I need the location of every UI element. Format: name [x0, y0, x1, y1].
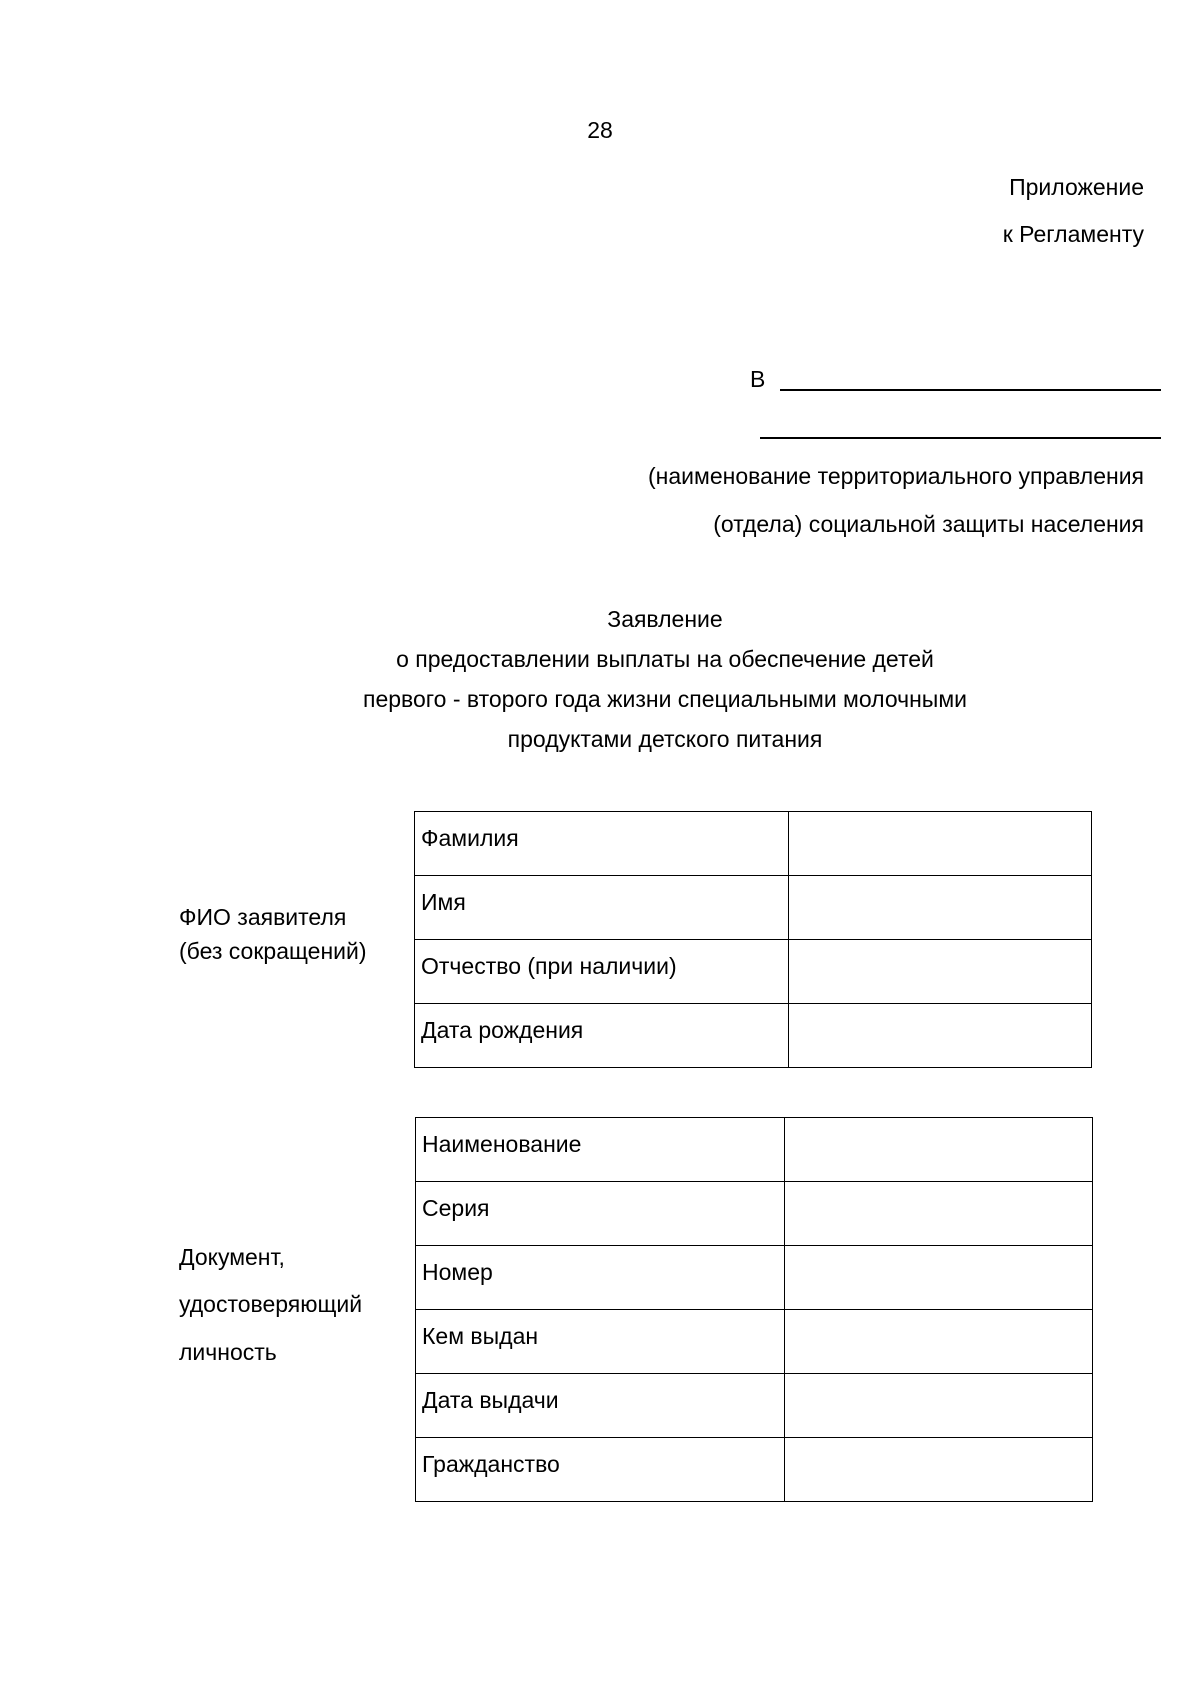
addressee-to-label: В	[750, 366, 766, 392]
applicant-surname-field[interactable]	[789, 812, 1092, 876]
table-row	[415, 1004, 1092, 1068]
applicant-section-label-line-1: ФИО заявителя	[179, 904, 347, 930]
applicant-field-label: Фамилия	[415, 812, 789, 876]
document-section-label-line-2: удостоверяющий	[179, 1291, 363, 1317]
applicant-field-label: Имя	[415, 876, 789, 940]
table-row	[416, 1182, 1093, 1246]
table-row	[416, 1118, 1093, 1182]
document-subtitle-line-1: о предоставлении выплаты на обеспечение детей	[396, 646, 934, 672]
document-field-label: Дата выдачи	[416, 1374, 785, 1438]
document-field-label: Серия	[416, 1182, 785, 1246]
applicant-patronymic-field[interactable]	[789, 940, 1092, 1004]
document-type-field[interactable]	[785, 1118, 1093, 1182]
addressee-input-line-1[interactable]	[780, 389, 1161, 391]
table-row	[416, 1438, 1093, 1502]
applicant-field-label: Дата рождения	[415, 1004, 789, 1068]
applicant-field-label: Отчество (при наличии)	[415, 940, 789, 1004]
applicant-section-label-line-2: (без сокращений)	[179, 938, 367, 964]
document-section-label-line-1: Документ,	[179, 1244, 285, 1270]
addressee-input-line-2[interactable]	[760, 437, 1161, 439]
table-row	[415, 940, 1092, 1004]
applicant-name-field[interactable]	[789, 876, 1092, 940]
page-number: 28	[587, 117, 613, 143]
table-row	[415, 812, 1092, 876]
applicant-table	[414, 811, 1092, 1068]
addressee-caption-line-1: (наименование территориального управления	[648, 463, 1144, 489]
table-row	[416, 1374, 1093, 1438]
table-row	[416, 1246, 1093, 1310]
document-subtitle-line-2: первого - второго года жизни специальными молочными	[362, 686, 967, 712]
document-issue-date-field[interactable]	[785, 1374, 1093, 1438]
document-title: Заявление	[607, 606, 723, 632]
addressee-caption-line-2: (отдела) социальной защиты населения	[713, 511, 1144, 537]
document-citizenship-field[interactable]	[785, 1438, 1093, 1502]
table-row	[416, 1310, 1093, 1374]
table-row	[415, 876, 1092, 940]
document-issued-by-field[interactable]	[785, 1310, 1093, 1374]
document-section-label-line-3: личность	[179, 1339, 277, 1365]
document-field-label: Кем выдан	[416, 1310, 785, 1374]
applicant-birth-date-field[interactable]	[789, 1004, 1092, 1068]
identity-document-table	[415, 1117, 1093, 1502]
document-field-label: Наименование	[416, 1118, 785, 1182]
document-series-field[interactable]	[785, 1182, 1093, 1246]
document-subtitle-line-3: продуктами детского питания	[507, 726, 823, 752]
appendix-title: Приложение	[1009, 174, 1144, 200]
document-number-field[interactable]	[785, 1246, 1093, 1310]
document-field-label: Номер	[416, 1246, 785, 1310]
appendix-reference: к Регламенту	[1002, 221, 1144, 247]
document-field-label: Гражданство	[416, 1438, 785, 1502]
